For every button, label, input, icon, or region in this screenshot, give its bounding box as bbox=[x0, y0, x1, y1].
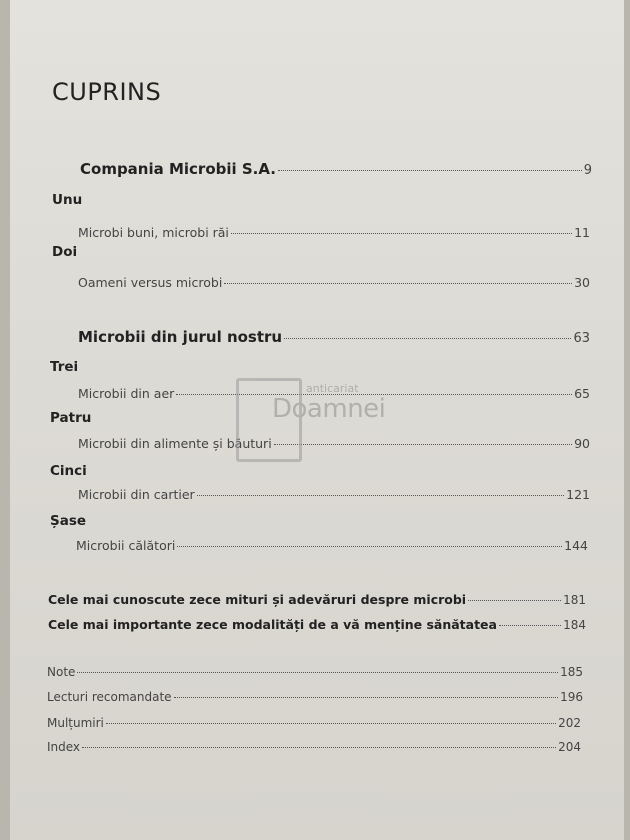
toc-chapter-2 bbox=[78, 275, 590, 290]
toc-chapter-5 bbox=[78, 487, 590, 502]
toc-special-2 bbox=[48, 617, 586, 632]
dot-leader bbox=[284, 338, 571, 339]
watermark-small-text: anticariat bbox=[306, 382, 359, 395]
part-2-label: Microbii din jurul nostru bbox=[78, 328, 283, 346]
chapter-6-page: 144 bbox=[564, 538, 588, 553]
part-1-page: 9 bbox=[583, 163, 592, 178]
chapter-5-title: Microbii din cartier bbox=[78, 487, 195, 502]
toc-part-1 bbox=[80, 160, 592, 178]
chapter-2-page: 30 bbox=[574, 275, 590, 290]
toc-end-4 bbox=[47, 740, 581, 754]
part-2-page: 63 bbox=[573, 331, 590, 346]
chapter-1-heading: Unu bbox=[52, 192, 83, 208]
end-1-label: Note bbox=[47, 665, 76, 679]
dot-leader bbox=[468, 600, 561, 601]
toc-end-1 bbox=[47, 665, 583, 679]
chapter-4-title: Microbii din alimente și băuturi bbox=[78, 436, 272, 451]
toc-end-3 bbox=[47, 716, 581, 730]
chapter-2-title: Oameni versus microbi bbox=[78, 275, 223, 290]
toc-chapter-6 bbox=[76, 538, 588, 553]
end-4-page: 204 bbox=[558, 740, 581, 754]
chapter-1-title: Microbi buni, microbi răi bbox=[78, 225, 229, 240]
end-1-page: 185 bbox=[560, 665, 583, 679]
toc-part-2 bbox=[78, 328, 590, 346]
special-1-label: Cele mai cunoscute zece mituri și adevăruri despre microbi bbox=[48, 592, 467, 607]
dot-leader bbox=[106, 723, 556, 724]
watermark-logo bbox=[236, 378, 401, 458]
dot-leader bbox=[82, 747, 556, 748]
end-4-label: Index bbox=[47, 740, 81, 754]
page-title: CUPRINS bbox=[52, 78, 162, 106]
dot-leader bbox=[77, 672, 558, 673]
chapter-5-heading: Cinci bbox=[50, 463, 87, 479]
watermark-big-text: Doamnei bbox=[272, 394, 386, 424]
end-2-label: Lecturi recomandate bbox=[47, 690, 172, 704]
dot-leader bbox=[224, 283, 572, 284]
special-2-page: 184 bbox=[563, 618, 586, 632]
end-2-page: 196 bbox=[560, 690, 583, 704]
dot-leader bbox=[177, 546, 562, 547]
toc-chapter-1 bbox=[78, 225, 590, 240]
chapter-4-page: 90 bbox=[574, 436, 590, 451]
chapter-3-heading: Trei bbox=[50, 359, 79, 375]
dot-leader bbox=[231, 233, 572, 234]
chapter-5-page: 121 bbox=[566, 487, 590, 502]
dot-leader bbox=[174, 697, 559, 698]
special-1-page: 181 bbox=[563, 593, 586, 607]
chapter-3-title: Microbii din aer bbox=[78, 386, 175, 401]
chapter-2-heading: Doi bbox=[52, 244, 78, 260]
special-2-label: Cele mai importante zece modalități de a vă menține sănătatea bbox=[48, 617, 497, 632]
dot-leader bbox=[197, 495, 564, 496]
dot-leader bbox=[278, 170, 582, 171]
end-3-page: 202 bbox=[558, 716, 581, 730]
chapter-6-heading: Șase bbox=[50, 513, 87, 529]
part-1-label: Compania Microbii S.A. bbox=[80, 160, 276, 178]
chapter-6-title: Microbii călători bbox=[76, 538, 176, 553]
end-3-label: Mulțumiri bbox=[47, 716, 104, 730]
toc-special-1 bbox=[48, 592, 586, 607]
toc-page bbox=[10, 0, 624, 840]
chapter-4-heading: Patru bbox=[50, 410, 92, 426]
toc-end-2 bbox=[47, 690, 583, 704]
chapter-3-page: 65 bbox=[574, 386, 590, 401]
dot-leader bbox=[499, 625, 561, 626]
chapter-1-page: 11 bbox=[574, 225, 590, 240]
